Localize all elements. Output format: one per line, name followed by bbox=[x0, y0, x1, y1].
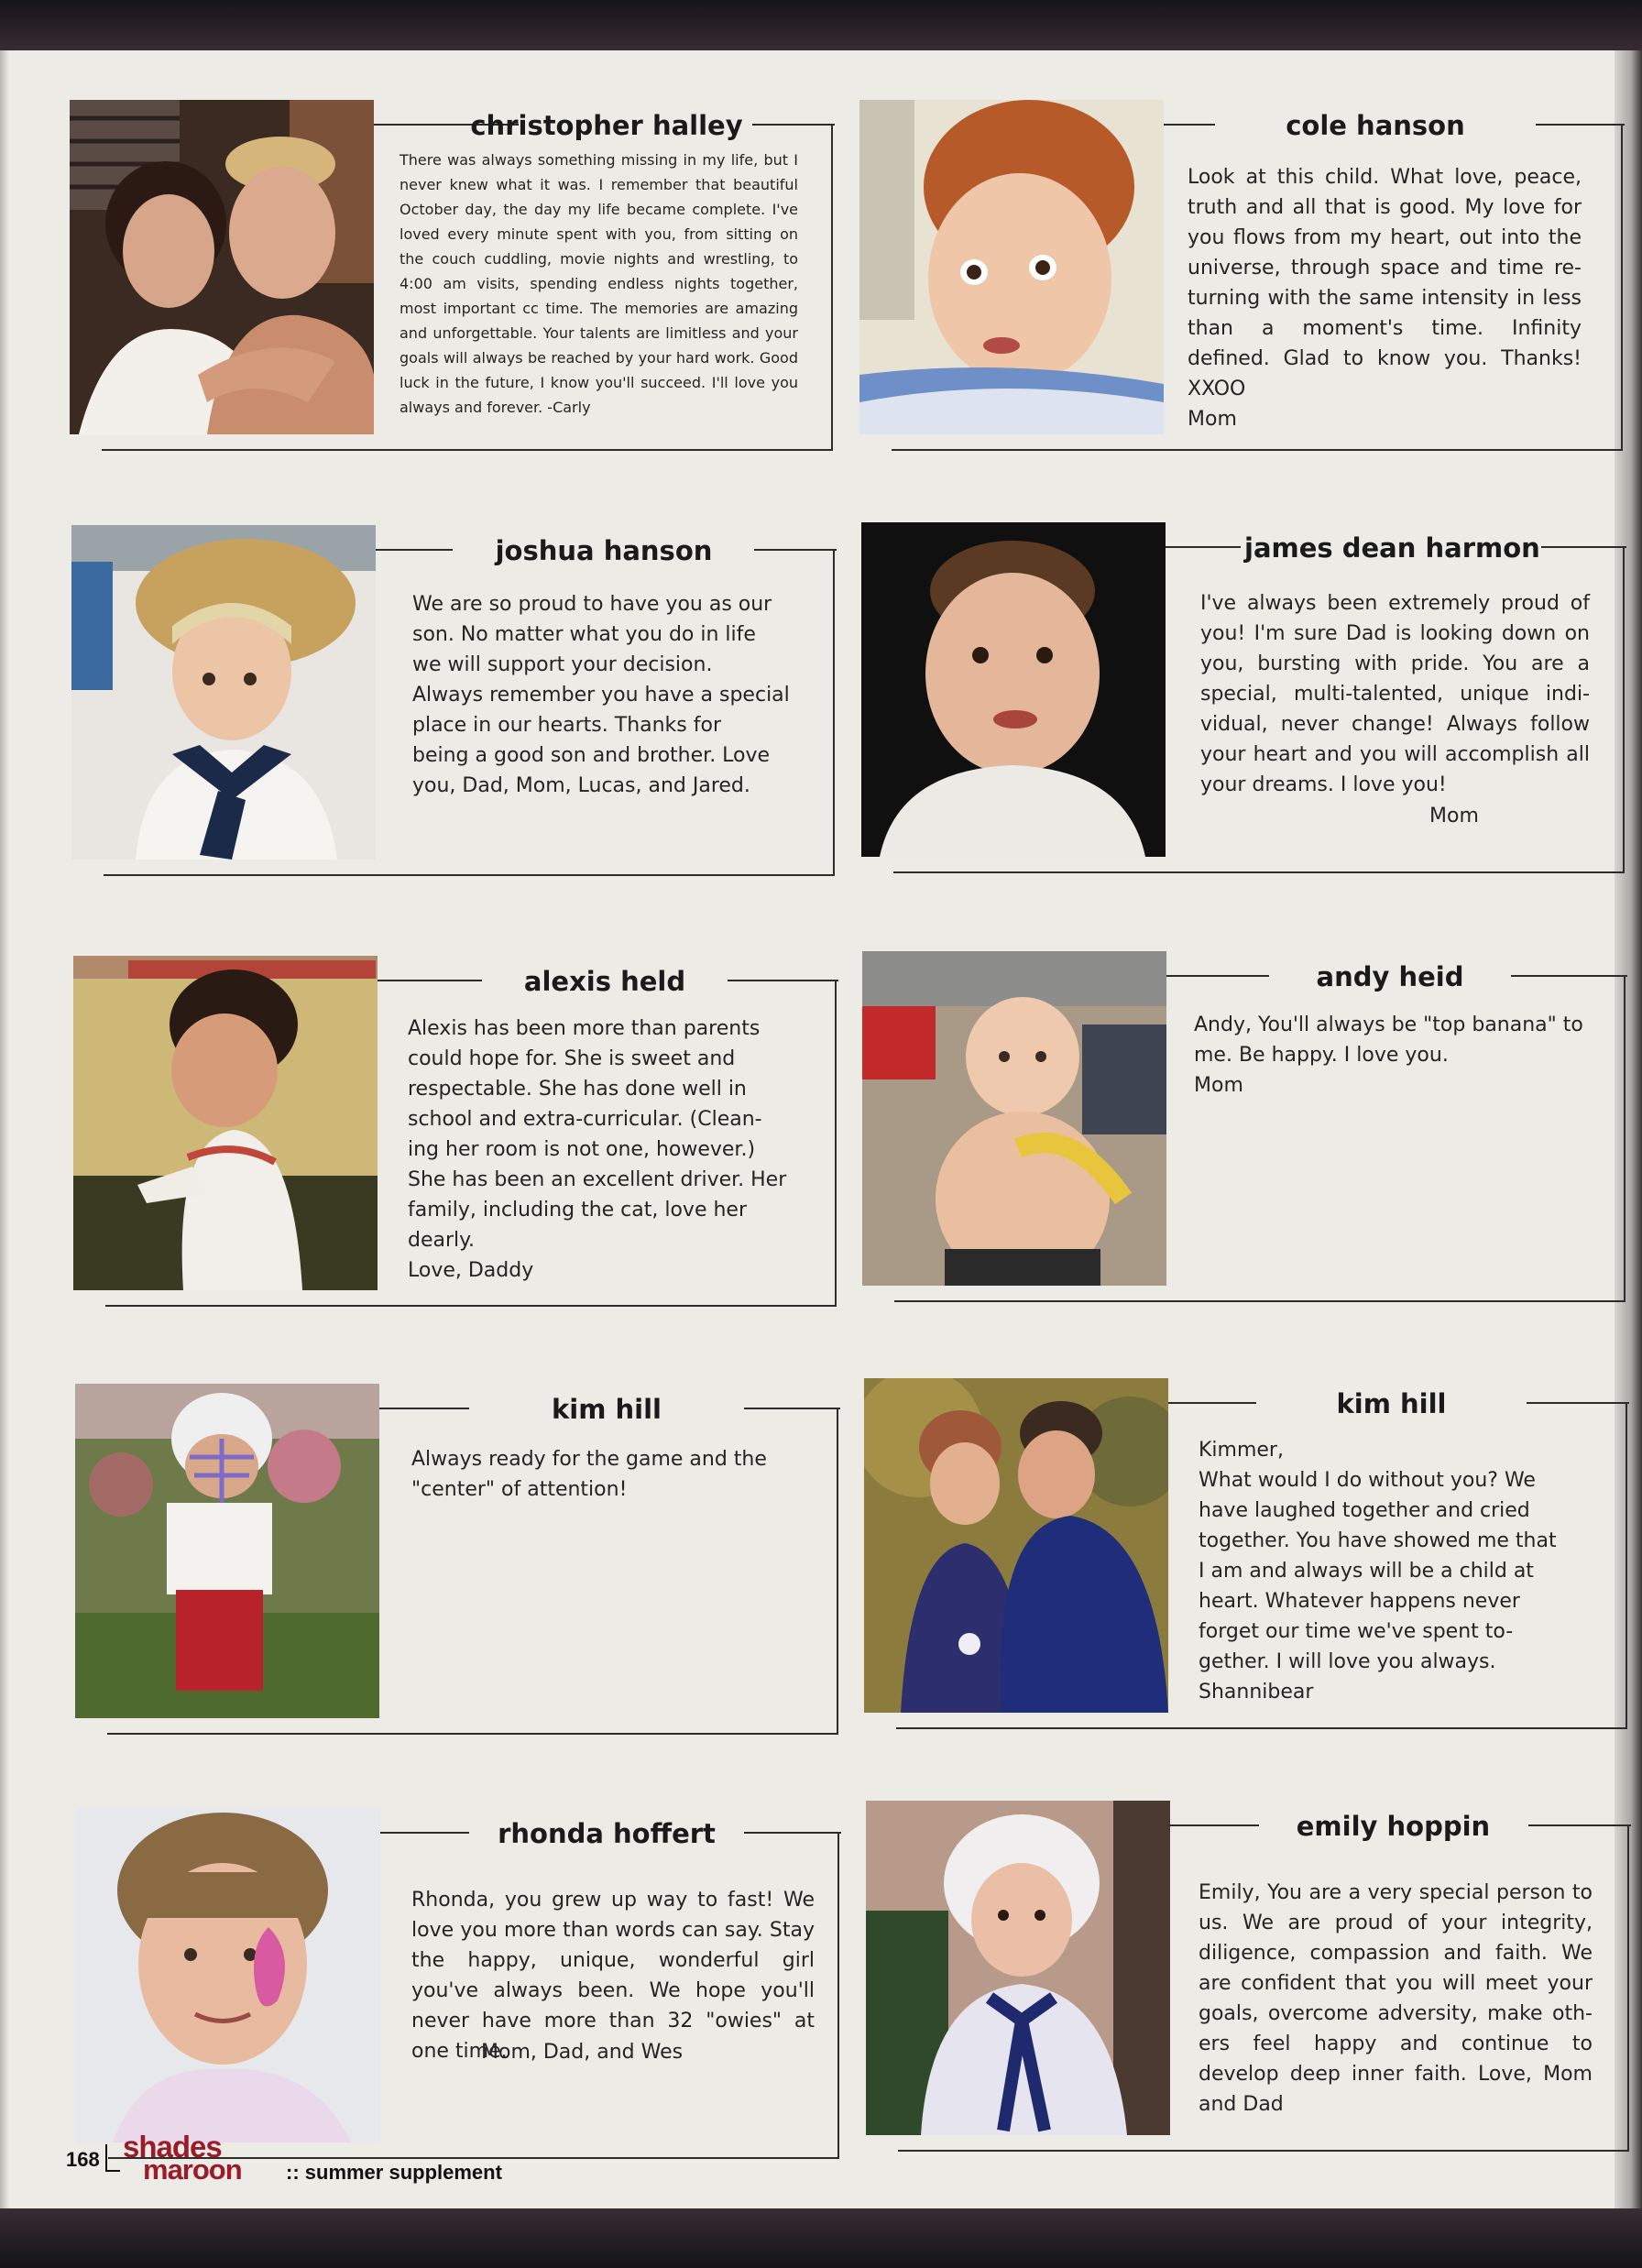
frame-top-rule bbox=[1527, 1402, 1629, 1404]
entry-james-dean-harmon bbox=[861, 522, 1626, 875]
entry-name: andy heid bbox=[1316, 961, 1464, 992]
photo-couple bbox=[70, 100, 374, 434]
section-label: :: summer supplement bbox=[286, 2161, 502, 2184]
frame-top-rule bbox=[1511, 975, 1627, 977]
photo-baby-banana bbox=[862, 951, 1166, 1286]
frame-top-rule bbox=[376, 549, 453, 551]
frame-top-rule bbox=[728, 980, 838, 981]
frame-top-rule bbox=[744, 1408, 840, 1409]
brand-logo-shades: shades bbox=[123, 2130, 222, 2164]
entry-joshua-hanson bbox=[71, 525, 837, 878]
frame-top-rule bbox=[1170, 1824, 1259, 1826]
entry-message: Andy, You'll always be "top banana" to me. Be happy. I love you. Mom bbox=[1194, 1013, 1583, 1097]
entry-christopher-halley bbox=[70, 100, 835, 453]
frame-top-rule bbox=[378, 980, 482, 981]
entry-name: christopher halley bbox=[470, 110, 743, 141]
photo-baby-bonnet bbox=[866, 1801, 1170, 2135]
frame-top-rule bbox=[744, 1832, 841, 1834]
frame-top-rule bbox=[1528, 1824, 1631, 1826]
entry-message: We are so proud to have you as our son. No matter what you do in life we will support your decision. Always remember you have a special place in our hearts. Thanks for being a good son and brother. Love you, Dad, Mom, Lucas, and Jared. bbox=[412, 593, 790, 797]
frame-top-rule bbox=[754, 549, 837, 551]
entry-name: kim hill bbox=[551, 1394, 662, 1425]
entry-message: Always ready for the game and the "center" of attention! bbox=[411, 1448, 767, 1501]
footer-bracket bbox=[105, 2144, 120, 2172]
frame-top-rule bbox=[1536, 124, 1625, 126]
entry-name: cole hanson bbox=[1286, 110, 1465, 141]
entry-kim-hill-2 bbox=[864, 1378, 1629, 1731]
entry-name: rhonda hoffert bbox=[498, 1818, 716, 1849]
brand-logo-maroon: maroon bbox=[143, 2153, 242, 2186]
photo-child-face-paint bbox=[76, 1808, 380, 2142]
entry-signature: Mom bbox=[1429, 805, 1479, 827]
page-binding-shadow bbox=[0, 50, 9, 2222]
entry-name: alexis held bbox=[523, 966, 686, 997]
photo-child-football-helmet bbox=[75, 1384, 379, 1718]
entry-name: james dean harmon bbox=[1244, 532, 1540, 564]
entry-kim-hill-1 bbox=[75, 1384, 840, 1737]
entry-name: emily hoppin bbox=[1296, 1811, 1491, 1842]
frame-top-rule bbox=[1166, 546, 1241, 548]
entry-rhonda-hoffert bbox=[76, 1808, 841, 2161]
photo-boy-cowboy-hat bbox=[71, 525, 376, 860]
entry-message: Alexis has been more than parents could hope for. She is sweet and respectable. She has done well in school and extra-curricular. (Clean- ing her room is not one, however.) She has been an excellent driver. Her family, including the cat, love her dearly. Love, Daddy bbox=[408, 1017, 787, 1282]
entry-emily-hoppin bbox=[866, 1801, 1631, 2153]
top-dark-band bbox=[0, 0, 1642, 53]
frame-top-rule bbox=[1166, 975, 1269, 977]
entry-signature: Mom, Dad, and Wes bbox=[481, 2041, 684, 2064]
entry-cole-hanson bbox=[859, 100, 1625, 453]
bottom-dark-band bbox=[0, 2208, 1642, 2268]
frame-top-rule bbox=[1541, 546, 1626, 548]
entry-message: Kimmer, What would I do without you? We have laughed together and cried together. You have showed me that I am and always will be a child at heart. Whatever happens never forget our time we've spent to- gether. I will love you always. Shannibear bbox=[1199, 1439, 1557, 1704]
entry-message: There was always something missing in my life, but I never knew what it was. I remember that beautiful October day, the day my life became complete. I've loved every minute spent with you, from sitting on the couch cuddling, movie nights and wrestling, to 4:00 am visits, spending endless nights together, most important cc time. The memories are amazing and unforgettable. Your talents are limitless and your goals will always be reached by your hard work. Good luck in the future, I know you'll succeed. I'll love you always and forever. -Carly bbox=[400, 151, 798, 416]
entry-message: Rhonda, you grew up way to fast! We love you more than words can say. Stay the happy, unique, wonderful girl you've always been. We hope you'll never have more than 32 "owies" at one time. bbox=[411, 1889, 815, 2063]
entry-name: joshua hanson bbox=[495, 535, 713, 566]
frame-top-rule bbox=[1168, 1402, 1256, 1404]
frame-top-rule bbox=[1164, 124, 1215, 126]
photo-couple-formal bbox=[864, 1378, 1168, 1713]
photo-baby-red-hair bbox=[859, 100, 1164, 434]
entry-name: kim hill bbox=[1336, 1388, 1447, 1419]
photo-baby-smiling bbox=[861, 522, 1166, 857]
frame-top-rule bbox=[380, 1832, 469, 1834]
frame-top-rule bbox=[379, 1408, 469, 1409]
entry-message: I've always been extremely proud of you! I'm sure Dad is looking down on you, bursting with pride. You are a special, multi-talented, unique indi-vidual, never change! Always follow your heart and you will accomplish all your dreams. I love you! bbox=[1200, 592, 1590, 796]
photo-girl-outdoors bbox=[73, 956, 378, 1290]
page-number: 168 bbox=[66, 2148, 100, 2171]
entry-message: Look at this child. What love, peace, truth and all that is good. My love for you flows from my heart, out into the universe, through space and time re-turning with the same intensity in less than a moment's time. Infinity defined. Glad to know you. Thanks! XXOO Mom bbox=[1188, 166, 1582, 431]
entry-andy-heid bbox=[862, 951, 1627, 1304]
entry-alexis-held bbox=[73, 956, 838, 1309]
entry-message: Emily, You are a very special person to us. We are proud of your integrity, diligence, compassion and faith. We are confident that you will meet your goals, overcome adversity, make oth-ers feel happy and continue to develop deep inner faith. Love, Mom and Dad bbox=[1199, 1881, 1593, 2116]
